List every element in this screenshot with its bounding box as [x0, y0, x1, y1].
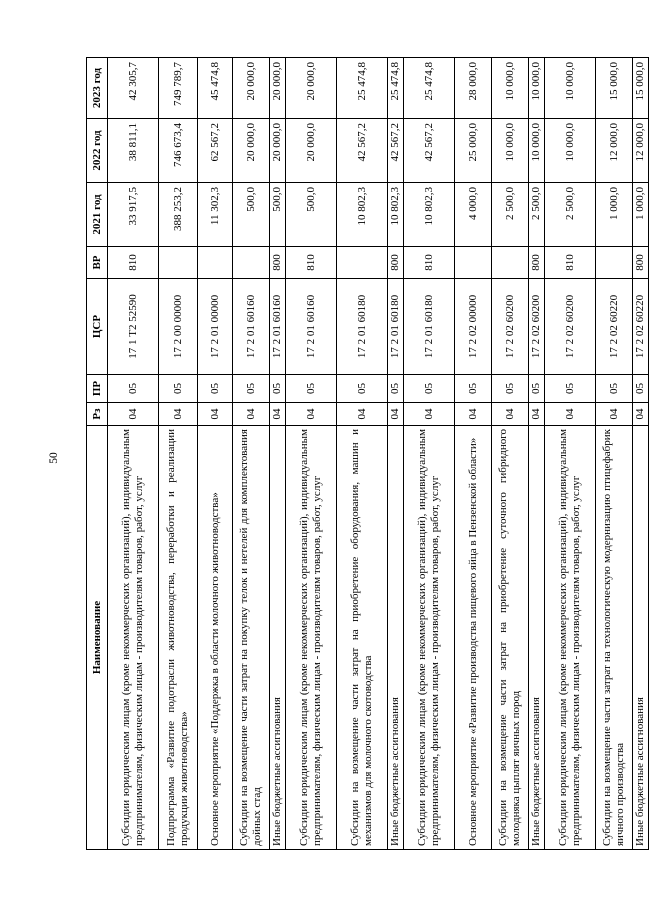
row-2022: 20 000,0	[286, 119, 337, 183]
row-2021: 4 000,0	[455, 183, 492, 247]
row-name: Иные бюджетные ассигнования	[388, 426, 404, 850]
row-2021: 10 802,3	[388, 183, 404, 247]
header-2023: 2023 год	[87, 58, 108, 119]
row-2021: 2 500,0	[529, 183, 545, 247]
row-2022: 25 000,0	[455, 119, 492, 183]
table-row	[159, 58, 198, 850]
table-row	[404, 58, 455, 850]
header-csr: ЦСР	[87, 279, 108, 375]
row-2021: 11 302,3	[198, 183, 233, 247]
row-2022: 12 000,0	[596, 119, 633, 183]
row-name: Подпрограмма «Развитие подотрасли животноводства, переработки и реализации продукции животноводства»	[159, 426, 198, 850]
row-vr: 810	[404, 247, 455, 279]
row-2021: 2 500,0	[545, 183, 596, 247]
row-vr	[596, 247, 633, 279]
row-2023: 20 000,0	[286, 58, 337, 119]
row-2023: 15 000,0	[633, 58, 649, 119]
row-pr: 05	[596, 375, 633, 403]
table-row	[108, 58, 159, 850]
row-pr: 05	[233, 375, 270, 403]
row-2023: 749 789,7	[159, 58, 198, 119]
row-pr: 05	[633, 375, 649, 403]
row-vr: 800	[633, 247, 649, 279]
row-vr	[455, 247, 492, 279]
row-2021: 2 500,0	[492, 183, 529, 247]
row-pr: 05	[404, 375, 455, 403]
row-name: Субсидии на возмещение части затрат на приобретение оборудования, машин и механизмов для молочного скотоводства	[337, 426, 388, 850]
row-2022: 42 567,2	[404, 119, 455, 183]
row-2022: 10 000,0	[545, 119, 596, 183]
table-row	[198, 58, 233, 850]
row-pr: 05	[198, 375, 233, 403]
table-row	[492, 58, 529, 850]
row-2022: 10 000,0	[529, 119, 545, 183]
header-rz: Рз	[87, 403, 108, 426]
table-row	[270, 58, 286, 850]
row-name: Субсидии на возмещение части затрат на приобретение суточного гибридного молодняка цыплят яичных пород	[492, 426, 529, 850]
table-row	[455, 58, 492, 850]
row-name: Субсидии юридическим лицам (кроме некоммерческих организаций), индивидуальным предпринимателям, физическим лицам - производителям товаров, работ, услуг	[286, 426, 337, 850]
row-pr: 05	[492, 375, 529, 403]
row-csr: 17 2 02 60220	[633, 279, 649, 375]
header-pr: ПР	[87, 375, 108, 403]
row-vr: 800	[529, 247, 545, 279]
row-vr: 810	[286, 247, 337, 279]
row-2021: 33 917,5	[108, 183, 159, 247]
row-2023: 25 474,8	[404, 58, 455, 119]
row-2022: 62 567,2	[198, 119, 233, 183]
row-rz: 04	[492, 403, 529, 426]
row-2021: 10 802,3	[337, 183, 388, 247]
row-rz: 04	[545, 403, 596, 426]
row-rz: 04	[159, 403, 198, 426]
row-csr: 17 2 01 60160	[286, 279, 337, 375]
row-2022: 10 000,0	[492, 119, 529, 183]
row-pr: 05	[455, 375, 492, 403]
row-name: Иные бюджетные ассигнования	[633, 426, 649, 850]
row-rz: 04	[455, 403, 492, 426]
budget-table	[86, 57, 649, 850]
row-2023: 10 000,0	[529, 58, 545, 119]
row-2023: 28 000,0	[455, 58, 492, 119]
header-2022: 2022 год	[87, 119, 108, 183]
row-2022: 20 000,0	[270, 119, 286, 183]
row-2022: 12 000,0	[633, 119, 649, 183]
table-row	[596, 58, 633, 850]
row-name: Субсидии на возмещение части затрат на покупку телок и нетелей для комплектования дойных стад	[233, 426, 270, 850]
row-2021: 500,0	[270, 183, 286, 247]
row-pr: 05	[388, 375, 404, 403]
row-2022: 42 567,2	[337, 119, 388, 183]
row-csr: 17 2 01 60180	[337, 279, 388, 375]
row-pr: 05	[545, 375, 596, 403]
row-csr: 17 2 02 60200	[545, 279, 596, 375]
row-rz: 04	[596, 403, 633, 426]
row-name: Субсидии на возмещение части затрат на технологическую модернизацию птицефабрик яичного производства	[596, 426, 633, 850]
table-row	[233, 58, 270, 850]
row-vr: 810	[545, 247, 596, 279]
row-vr: 800	[270, 247, 286, 279]
row-2023: 25 474,8	[337, 58, 388, 119]
row-rz: 04	[108, 403, 159, 426]
row-pr: 05	[337, 375, 388, 403]
row-csr: 17 2 02 60200	[492, 279, 529, 375]
row-vr	[337, 247, 388, 279]
row-name: Основное мероприятие «Поддержка в области молочного животноводства»	[198, 426, 233, 850]
table-body	[108, 58, 649, 850]
row-rz: 04	[404, 403, 455, 426]
row-rz: 04	[270, 403, 286, 426]
row-name: Субсидии юридическим лицам (кроме некоммерческих организаций), индивидуальным предпринимателям, физическим лицам - производителям товаров, работ, услуг	[108, 426, 159, 850]
table-header-row	[87, 58, 108, 850]
row-name: Субсидии юридическим лицам (кроме некоммерческих организаций), индивидуальным предпринимателям, физическим лицам - производителям товаров, работ, услуг	[404, 426, 455, 850]
page-number: 50	[48, 452, 60, 464]
row-vr	[233, 247, 270, 279]
row-pr: 05	[286, 375, 337, 403]
row-vr	[492, 247, 529, 279]
row-2021: 388 253,2	[159, 183, 198, 247]
row-csr: 17 2 01 60180	[404, 279, 455, 375]
row-csr: 17 2 01 60180	[388, 279, 404, 375]
row-csr: 17 2 02 60200	[529, 279, 545, 375]
row-vr: 810	[108, 247, 159, 279]
row-2021: 500,0	[233, 183, 270, 247]
row-rz: 04	[198, 403, 233, 426]
row-csr: 17 2 02 00000	[455, 279, 492, 375]
row-2023: 25 474,8	[388, 58, 404, 119]
row-vr	[159, 247, 198, 279]
table-row	[633, 58, 649, 850]
row-pr: 05	[159, 375, 198, 403]
header-name: Наименование	[87, 426, 108, 850]
row-2021: 1 000,0	[633, 183, 649, 247]
row-2023: 10 000,0	[545, 58, 596, 119]
row-2023: 20 000,0	[233, 58, 270, 119]
row-name: Основное мероприятие «Развитие производства пищевого яйца в Пензенской области»	[455, 426, 492, 850]
row-csr: 17 2 02 60220	[596, 279, 633, 375]
row-2022: 20 000,0	[233, 119, 270, 183]
row-csr: 17 2 01 60160	[233, 279, 270, 375]
header-vr: ВР	[87, 247, 108, 279]
row-csr: 17 2 00 00000	[159, 279, 198, 375]
row-csr: 17 1 Т2 52590	[108, 279, 159, 375]
row-pr: 05	[270, 375, 286, 403]
row-name: Субсидии юридическим лицам (кроме некоммерческих организаций), индивидуальным предпринимателям, физическим лицам - производителям товаров, работ, услуг	[545, 426, 596, 850]
row-2023: 10 000,0	[492, 58, 529, 119]
row-2023: 20 000,0	[270, 58, 286, 119]
row-rz: 04	[529, 403, 545, 426]
row-vr	[198, 247, 233, 279]
row-vr: 800	[388, 247, 404, 279]
row-csr: 17 2 01 00000	[198, 279, 233, 375]
table-row	[545, 58, 596, 850]
row-pr: 05	[529, 375, 545, 403]
row-pr: 05	[108, 375, 159, 403]
table-row	[286, 58, 337, 850]
row-rz: 04	[633, 403, 649, 426]
table-row	[388, 58, 404, 850]
table-row	[529, 58, 545, 850]
row-rz: 04	[388, 403, 404, 426]
row-2023: 42 305,7	[108, 58, 159, 119]
row-name: Иные бюджетные ассигнования	[270, 426, 286, 850]
row-2023: 45 474,8	[198, 58, 233, 119]
row-rz: 04	[233, 403, 270, 426]
row-rz: 04	[337, 403, 388, 426]
row-name: Иные бюджетные ассигнования	[529, 426, 545, 850]
row-2022: 746 673,4	[159, 119, 198, 183]
row-2021: 500,0	[286, 183, 337, 247]
table-row	[337, 58, 388, 850]
row-2021: 10 802,3	[404, 183, 455, 247]
header-2021: 2021 год	[87, 183, 108, 247]
row-rz: 04	[286, 403, 337, 426]
row-2022: 38 811,1	[108, 119, 159, 183]
row-csr: 17 2 01 60160	[270, 279, 286, 375]
row-2023: 15 000,0	[596, 58, 633, 119]
row-2022: 42 567,2	[388, 119, 404, 183]
row-2021: 1 000,0	[596, 183, 633, 247]
